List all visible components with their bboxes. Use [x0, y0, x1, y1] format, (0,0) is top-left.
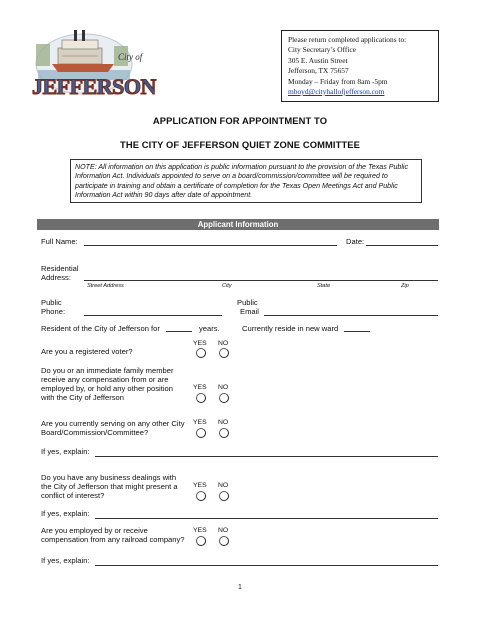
q5-yes-label: YES	[193, 527, 207, 534]
public-email-field[interactable]	[264, 315, 438, 316]
contact-line: Monday – Friday from 8am -5pm	[288, 76, 388, 86]
street-address-caption: Street Address	[87, 283, 124, 289]
q4-yes-radio[interactable]	[196, 491, 206, 501]
q5-no-radio[interactable]	[219, 536, 229, 546]
residential-address-field[interactable]	[84, 280, 438, 281]
q1-no-label: NO	[218, 340, 229, 347]
full-name-label: Full Name:	[41, 237, 78, 246]
q1-yes-radio[interactable]	[196, 348, 206, 358]
q2-line2: receive any compensation from or are	[41, 375, 169, 384]
residential-label: Residential	[41, 264, 79, 273]
q2-line3: employed by, or hold any other position	[41, 384, 173, 393]
contact-line: 305 E. Austin Street	[288, 55, 348, 65]
city-caption: City	[222, 283, 232, 289]
q3-yes-label: YES	[193, 419, 207, 426]
form-title: APPLICATION FOR APPOINTMENT TO	[152, 115, 328, 126]
q5-no-label: NO	[218, 527, 229, 534]
q3-yes-radio[interactable]	[196, 428, 206, 438]
q5-line2: compensation from any railroad company?	[41, 535, 185, 544]
public-phone-field[interactable]	[84, 315, 222, 316]
resident-years-field[interactable]	[166, 331, 192, 332]
q2-no-radio[interactable]	[219, 393, 229, 403]
q3-no-label: NO	[218, 419, 229, 426]
resident-years-label: Resident of the City of Jefferson for	[41, 324, 160, 333]
years-label: years.	[199, 324, 220, 333]
q3-line1: Are you currently serving on any other City	[41, 419, 185, 428]
q3-line2: Board/Commission/Committee?	[41, 428, 149, 437]
new-ward-field[interactable]	[344, 331, 370, 332]
q1-yes-label: YES	[193, 340, 207, 347]
q2-no-label: NO	[218, 384, 229, 391]
full-name-field[interactable]	[84, 245, 337, 246]
address-label: Address:	[41, 273, 71, 282]
q2-line4: with the City of Jefferson	[41, 393, 125, 402]
q1-no-radio[interactable]	[219, 348, 229, 358]
q3-no-radio[interactable]	[219, 428, 229, 438]
public-phone-label-line2: Phone:	[41, 307, 66, 316]
q2-yes-label: YES	[193, 384, 207, 391]
zip-caption: Zip	[401, 283, 409, 289]
public-email-label-line1: Public	[237, 298, 258, 307]
q5-line1: Are you employed by or receive	[41, 526, 148, 535]
svg-text:City of: City of	[118, 52, 143, 62]
q3-explain-field[interactable]	[95, 456, 438, 457]
city-of-jefferson-logo	[28, 26, 162, 106]
q2-yes-radio[interactable]	[196, 393, 206, 403]
public-phone-label-line1: Public	[41, 298, 62, 307]
contact-line: Please return completed applications to:	[288, 35, 407, 44]
return-instructions-box	[281, 30, 439, 102]
contact-line: City Secretary’s Office	[288, 45, 356, 55]
q2-line1: Do you or an immediate family member	[41, 366, 174, 375]
public-email-label-line2: Email	[240, 307, 259, 316]
logo-wordmark: JEFFERSON	[32, 74, 156, 99]
q1-registered-voter: Are you a registered voter?	[41, 347, 133, 356]
q4-line3: conflict of interest?	[41, 491, 105, 500]
contact-email-link[interactable]: mboyd@cityhallofjefferson.com	[288, 87, 385, 97]
q4-line2: the City of Jefferson that might present a	[41, 482, 178, 491]
q4-explain-field[interactable]	[95, 518, 438, 519]
form-subtitle: THE CITY OF JEFFERSON QUIET ZONE COMMITTEE	[120, 139, 360, 150]
page-number: 1	[238, 584, 242, 591]
q4-no-radio[interactable]	[219, 491, 229, 501]
public-information-note: NOTE: All information on this application is public information pursuant to the provision of the Texas Public Information Act. Individuals appointed to serve on a board/commission/committee will be required to participate in training and obtain a certificate of completion for the Texas Open Meetings Act and Public Information Act within 90 days after date of appointment.	[70, 159, 422, 203]
q5-yes-radio[interactable]	[196, 536, 206, 546]
q4-explain-label: If yes, explain:	[41, 509, 90, 518]
section-header-applicant-information: Applicant Information	[37, 219, 439, 230]
q3-explain-label: If yes, explain:	[41, 447, 90, 456]
q5-explain-field[interactable]	[95, 565, 438, 566]
q5-explain-label: If yes, explain:	[41, 556, 90, 565]
q4-yes-label: YES	[193, 482, 207, 489]
date-field[interactable]	[366, 245, 438, 246]
date-label: Date:	[346, 237, 365, 246]
q4-line1: Do you have any business dealings with	[41, 473, 177, 482]
contact-line: Jefferson, TX 75657	[288, 66, 349, 76]
q4-no-label: NO	[218, 482, 229, 489]
state-caption: State	[317, 283, 331, 289]
new-ward-label: Currently reside in new ward	[242, 324, 339, 333]
